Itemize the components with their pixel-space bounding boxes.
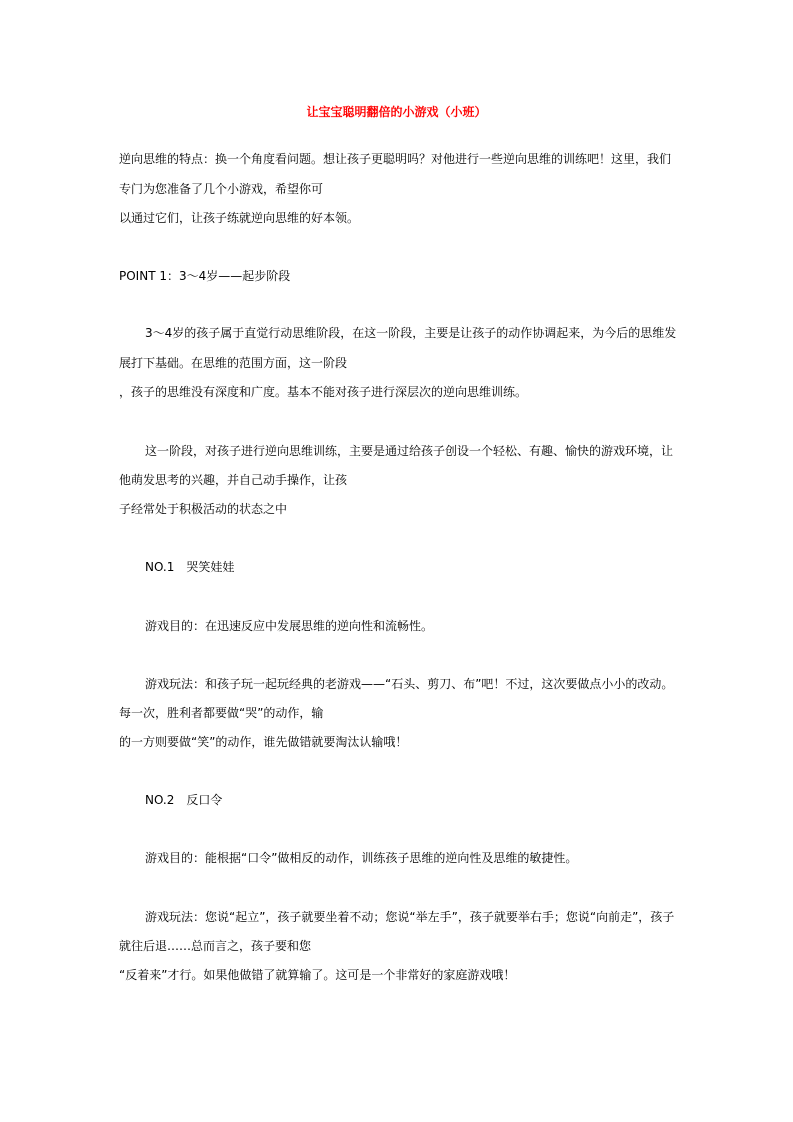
para2-line-2: 他萌发思考的兴趣，并自己动手操作，让孩 xyxy=(119,473,348,487)
para2-line-3: 子经常处于积极活动的状态之中 xyxy=(119,502,288,516)
para1-line-2: 展打下基础。在思维的范围方面，这一阶段 xyxy=(119,356,348,370)
para2-line-1: 这一阶段，对孩子进行逆向思维训练，主要是通过给孩子创设一个轻松、有趣、愉快的游戏环境，让 xyxy=(145,444,674,458)
game2-play-line-3: “反着来”才行。如果他做错了就算输了。这可是一个非常好的家庭游戏哦！ xyxy=(119,968,516,982)
intro-line-3: 以通过它们，让孩子练就逆向思维的好本领。 xyxy=(119,211,360,225)
game1-play-line-3: 的一方则要做“笑”的动作，谁先做错就要淘汰认输哦！ xyxy=(119,735,408,749)
document-title: 让宝宝聪明翻倍的小游戏（小班） xyxy=(306,105,487,119)
game2-play-line-1: 游戏玩法：您说“起立”，孩子就要坐着不动；您说“举左手”，孩子就要举右手；您说“向前走”，孩子 xyxy=(145,910,675,924)
game1-play-line-1: 游戏玩法：和孩子玩一起玩经典的老游戏——“石头、剪刀、布”吧！不过，这次要做点小小的改动。 xyxy=(145,677,674,691)
game2-play-line-2: 就往后退……总而言之，孩子要和您 xyxy=(119,939,312,953)
para1-line-1: 3～4岁的孩子属于直觉行动思维阶段，在这一阶段，主要是让孩子的动作协调起来，为今后的思维发 xyxy=(145,326,677,340)
game1-play-line-2: 每一次，胜利者都要做“哭”的动作，输 xyxy=(119,706,324,720)
game2-heading: NO.2 反口令 xyxy=(145,793,223,807)
para1-line-3: ，孩子的思维没有深度和广度。基本不能对孩子进行深层次的逆向思维训练。 xyxy=(119,385,528,399)
point-heading: POINT 1：3～4岁——起步阶段 xyxy=(119,269,291,283)
game1-goal: 游戏目的：在迅速反应中发展思维的逆向性和流畅性。 xyxy=(145,619,434,633)
game1-heading: NO.1 哭笑娃娃 xyxy=(145,560,235,574)
intro-line-2: 专门为您准备了几个小游戏，希望你可 xyxy=(119,182,324,196)
game2-goal: 游戏目的：能根据“口令”做相反的动作，训练孩子思维的逆向性及思维的敏捷性。 xyxy=(145,851,578,865)
intro-line-1: 逆向思维的特点：换一个角度看问题。想让孩子更聪明吗？对他进行一些逆向思维的训练吧！这里，我们 xyxy=(119,152,672,166)
